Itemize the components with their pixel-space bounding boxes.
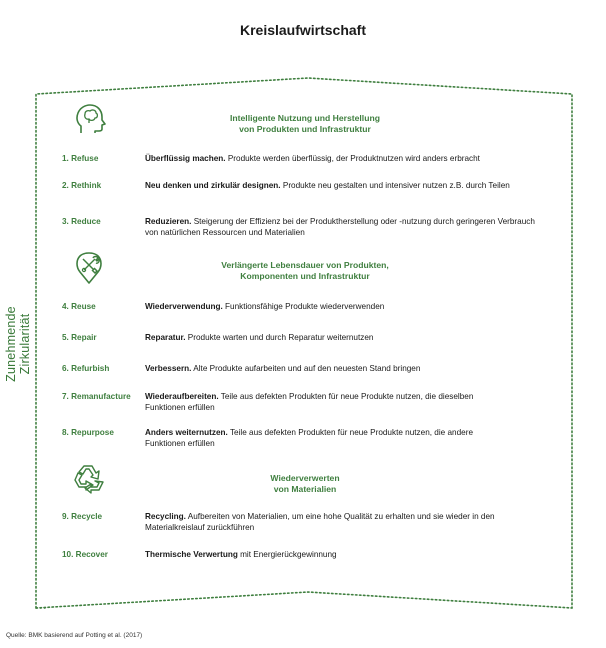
diagram-title: Kreislaufwirtschaft [239,22,367,38]
item-term: Recycling. [145,512,186,521]
item-description [145,391,490,413]
item-description [145,332,550,343]
item-text: mit Energierückgewinnung [237,550,337,559]
item-text: Funktionsfähige Produkte wiederverwenden [222,302,385,311]
tools-pin-icon [72,250,106,284]
item-description [145,549,550,560]
item-text: Teile aus defekten Produkten für neue Produkte nutzen, die dieselben Funktionen erfüllen [145,392,474,412]
item-label: 2. Rethink [62,181,102,190]
item-label: 7. Remanufacture [62,392,131,401]
item-term: Anders weiternutzen. [145,428,228,437]
item-text: Steigerung der Effizienz bei der Produktherstellung oder -nutzung durch geringeren Verbrauch von natürlichen Ressourcen und Materialien [145,217,535,237]
section-heading-line: von Produkten und Infrastruktur [239,124,371,134]
item-text: Produkte werden überflüssig, der Produktnutzen wird anders erbracht [225,154,480,163]
item-text: Alte Produkte aufarbeiten und auf den neuesten Stand bringen [191,364,421,373]
item-description [145,216,540,238]
item-text: Aufbereiten von Materialien, um eine hohe Qualität zu erhalten und sie wieder in den Materialkreislauf zurückführen [145,512,495,532]
head-brain-icon [72,102,106,136]
item-term: Verbessern. [145,364,192,373]
item-description [145,301,550,312]
item-description [145,180,515,191]
item-description [145,511,530,533]
item-label: 10. Recover [62,550,108,559]
item-term: Überflüssig machen. [145,154,226,163]
item-term: Reparatur. [145,333,186,342]
item-label: 6. Refurbish [62,364,110,373]
recycle-icon [71,462,105,496]
item-label: 5. Repair [62,333,97,342]
item-text: Produkte neu gestalten und intensiver nutzen z.B. durch Teilen [280,181,510,190]
item-description [145,153,550,164]
section-heading-lifetime [200,260,410,282]
item-description [145,363,550,374]
item-term: Reduzieren. [145,217,192,226]
item-label: 3. Reduce [62,217,101,226]
item-description [145,427,490,449]
section-heading-recycling [200,473,410,495]
item-label: 9. Recycle [62,512,103,521]
item-term: Wiederverwendung. [145,302,223,311]
section-heading-smart-use [200,113,410,135]
side-label-circularity: Zunehmende Zirkularität [4,306,32,382]
section-heading-line: Wiederverwerten [270,473,340,483]
section-heading-line: von Materialien [273,484,337,494]
item-term: Thermische Verwertung [145,550,238,559]
section-heading-line: Komponenten und Infrastruktur [240,271,370,281]
source-note: Quelle: BMK basierend auf Potting et al. (2017) [6,632,143,639]
item-label: 4. Reuse [62,302,96,311]
section-heading-line: Intelligente Nutzung und Herstellung [230,113,380,123]
item-term: Wiederaufbereiten. [145,392,219,401]
item-label: 1. Refuse [62,154,99,163]
item-text: Produkte warten und durch Reparatur weiternutzen [185,333,374,342]
section-heading-line: Verlängerte Lebensdauer von Produkten, [221,260,389,270]
item-term: Neu denken und zirkulär designen. [145,181,281,190]
item-label: 8. Repurpose [62,428,114,437]
item-text: Teile aus defekten Produkten für neue Produkte nutzen, die andere Funktionen erfüllen [145,428,474,448]
